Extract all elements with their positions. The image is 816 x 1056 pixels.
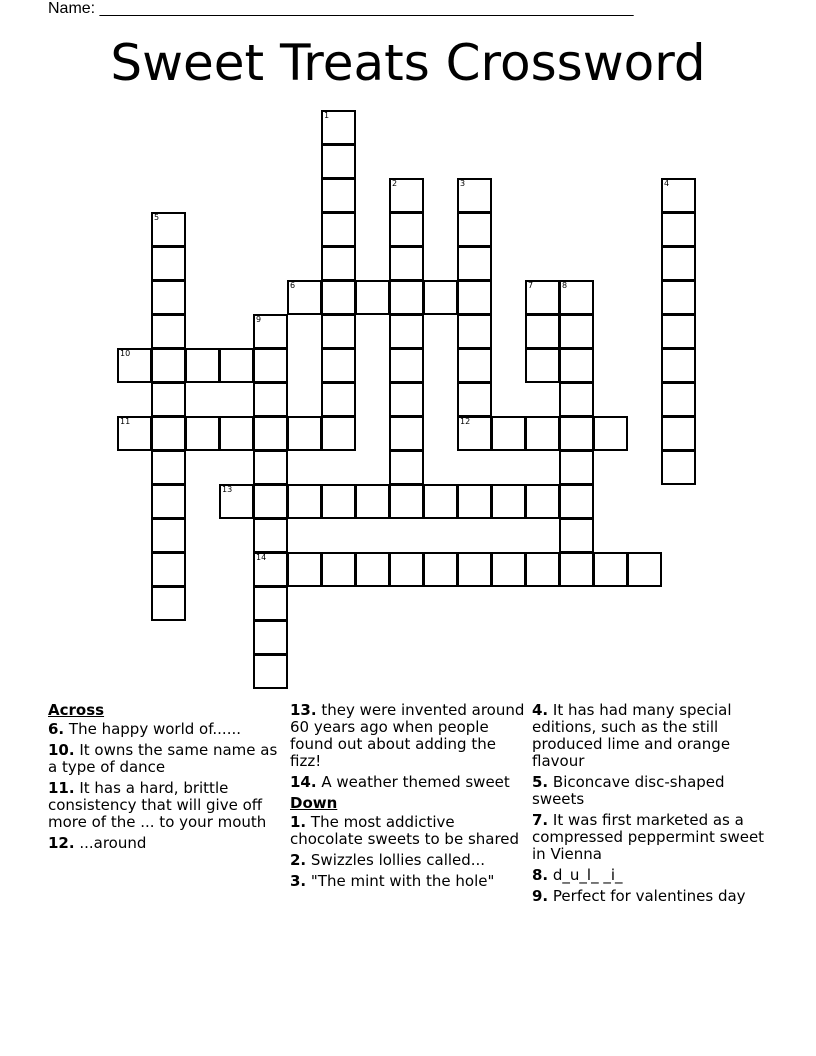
grid-cell[interactable]: [117, 348, 152, 383]
clue-item: [532, 888, 767, 905]
grid-cell[interactable]: [321, 246, 356, 281]
clue-number: 12: [460, 417, 471, 426]
clue-number: 3: [460, 179, 466, 188]
grid-cell[interactable]: [321, 178, 356, 213]
clues-heading: Down: [290, 794, 338, 812]
grid-cell[interactable]: [389, 450, 424, 485]
grid-cell[interactable]: [151, 416, 186, 451]
clue-text: they were invented around 60 years ago when people found out about adding the fizz!: [290, 701, 525, 770]
clue-number: 8: [562, 281, 568, 290]
grid-cell[interactable]: [457, 552, 492, 587]
grid-cell[interactable]: [185, 348, 220, 383]
grid-cell[interactable]: [321, 110, 356, 145]
grid-cell[interactable]: [491, 552, 526, 587]
grid-cell[interactable]: [287, 552, 322, 587]
grid-cell[interactable]: [151, 382, 186, 417]
grid-cell[interactable]: [321, 280, 356, 315]
grid-cell[interactable]: [661, 416, 696, 451]
clue-number-label: 2.: [290, 851, 307, 869]
clue-number: 4: [664, 179, 670, 188]
grid-cell[interactable]: [287, 416, 322, 451]
grid-cell[interactable]: [389, 314, 424, 349]
clue-text: It was first marketed as a compressed peppermint sweet in Vienna: [532, 811, 765, 863]
grid-cell[interactable]: [559, 484, 594, 519]
grid-cell[interactable]: [661, 246, 696, 281]
grid-cell[interactable]: [389, 382, 424, 417]
clue-item: [532, 774, 767, 808]
grid-cell[interactable]: [559, 450, 594, 485]
grid-cell[interactable]: [321, 484, 356, 519]
grid-cell[interactable]: [457, 484, 492, 519]
grid-cell[interactable]: [253, 518, 288, 553]
clue-number: 7: [528, 281, 534, 290]
grid-cell[interactable]: [151, 212, 186, 247]
clue-text: Biconcave disc-shaped sweets: [532, 773, 725, 808]
grid-cell[interactable]: [287, 280, 322, 315]
clues-heading: Across: [48, 701, 105, 719]
clue-item: [48, 835, 283, 852]
clue-text: A weather themed sweet: [316, 773, 510, 791]
clue-text: "The mint with the hole": [306, 872, 495, 890]
grid-cell[interactable]: [661, 314, 696, 349]
grid-cell[interactable]: [321, 382, 356, 417]
grid-cell[interactable]: [253, 382, 288, 417]
clue-number-label: 7.: [532, 811, 549, 829]
grid-cell[interactable]: [661, 212, 696, 247]
clue-number-label: 5.: [532, 773, 549, 791]
grid-cell[interactable]: [355, 552, 390, 587]
clue-number: 6: [290, 281, 296, 290]
name-field[interactable]: Name: ____________________________________________________________: [48, 0, 634, 17]
grid-cell[interactable]: [525, 484, 560, 519]
grid-cell[interactable]: [389, 280, 424, 315]
clue-text: It has a hard, brittle consistency that will give off more of the ... to your mouth: [48, 779, 267, 831]
grid-cell[interactable]: [661, 382, 696, 417]
grid-cell[interactable]: [389, 416, 424, 451]
grid-cell[interactable]: [355, 484, 390, 519]
clue-number-label: 8.: [532, 866, 549, 884]
grid-cell[interactable]: [185, 416, 220, 451]
clue-item: [532, 812, 767, 863]
clue-item: [290, 814, 525, 848]
grid-cell[interactable]: [151, 586, 186, 621]
clue-number: 2: [392, 179, 398, 188]
grid-cell[interactable]: [389, 348, 424, 383]
grid-cell[interactable]: [559, 382, 594, 417]
grid-cell[interactable]: [593, 416, 628, 451]
clue-number-label: 1.: [290, 813, 307, 831]
grid-cell[interactable]: [661, 450, 696, 485]
grid-cell[interactable]: [661, 348, 696, 383]
grid-cell[interactable]: [525, 314, 560, 349]
grid-cell[interactable]: [559, 280, 594, 315]
grid-cell[interactable]: [321, 314, 356, 349]
clue-item: [48, 721, 283, 738]
grid-cell[interactable]: [661, 178, 696, 213]
grid-cell[interactable]: [559, 552, 594, 587]
grid-cell[interactable]: [321, 552, 356, 587]
clue-number-label: 13.: [290, 701, 317, 719]
grid-cell[interactable]: [151, 484, 186, 519]
grid-cell[interactable]: [219, 484, 254, 519]
grid-cell[interactable]: [627, 552, 662, 587]
grid-cell[interactable]: [151, 450, 186, 485]
grid-cell[interactable]: [253, 314, 288, 349]
clue-item: [290, 873, 525, 890]
grid-cell[interactable]: [253, 654, 288, 689]
grid-cell[interactable]: [389, 246, 424, 281]
grid-cell[interactable]: [151, 348, 186, 383]
clue-number-label: 9.: [532, 887, 549, 905]
grid-cell[interactable]: [491, 416, 526, 451]
grid-cell[interactable]: [151, 314, 186, 349]
grid-cell[interactable]: [457, 382, 492, 417]
grid-cell[interactable]: [457, 348, 492, 383]
grid-cell[interactable]: [423, 484, 458, 519]
clue-number: 9: [256, 315, 262, 324]
clue-number: 10: [120, 349, 131, 358]
grid-cell[interactable]: [457, 314, 492, 349]
grid-cell[interactable]: [389, 484, 424, 519]
clue-item: [532, 702, 767, 770]
grid-cell[interactable]: [219, 348, 254, 383]
clue-number-label: 3.: [290, 872, 307, 890]
grid-cell[interactable]: [253, 620, 288, 655]
clue-number-label: 14.: [290, 773, 317, 791]
clue-item: [48, 742, 283, 776]
grid-cell[interactable]: [457, 280, 492, 315]
grid-cell[interactable]: [525, 280, 560, 315]
grid-cell[interactable]: [219, 416, 254, 451]
grid-cell[interactable]: [151, 246, 186, 281]
grid-cell[interactable]: [287, 484, 322, 519]
grid-cell[interactable]: [559, 416, 594, 451]
clue-number: 11: [120, 417, 131, 426]
clue-number: 5: [154, 213, 160, 222]
clue-item: [290, 702, 525, 770]
grid-cell[interactable]: [151, 518, 186, 553]
clue-number: 14: [256, 553, 267, 562]
grid-cell[interactable]: [253, 484, 288, 519]
grid-cell[interactable]: [559, 348, 594, 383]
grid-cell[interactable]: [117, 416, 152, 451]
clue-text: It owns the same name as a type of dance: [48, 741, 278, 776]
grid-cell[interactable]: [151, 552, 186, 587]
grid-cell[interactable]: [389, 552, 424, 587]
clue-number-label: 4.: [532, 701, 549, 719]
grid-cell[interactable]: [457, 246, 492, 281]
grid-cell[interactable]: [457, 178, 492, 213]
grid-cell[interactable]: [491, 484, 526, 519]
grid-cell[interactable]: [423, 552, 458, 587]
clue-item: [290, 774, 525, 791]
grid-cell[interactable]: [559, 518, 594, 553]
grid-cell[interactable]: [253, 348, 288, 383]
grid-cell[interactable]: [457, 416, 492, 451]
clue-number-label: 12.: [48, 834, 75, 852]
clue-number-label: 10.: [48, 741, 75, 759]
grid-cell[interactable]: [321, 144, 356, 179]
grid-cell[interactable]: [423, 280, 458, 315]
grid-cell[interactable]: [321, 416, 356, 451]
clue-text: d_u_l_ _i_: [548, 866, 623, 884]
clue-number-label: 6.: [48, 720, 65, 738]
grid-cell[interactable]: [253, 450, 288, 485]
grid-cell[interactable]: [151, 280, 186, 315]
clue-item: [290, 852, 525, 869]
page-title: Sweet Treats Crossword: [110, 34, 706, 92]
clue-text: The happy world of......: [64, 720, 242, 738]
grid-cell[interactable]: [525, 416, 560, 451]
clues-column-3: [532, 702, 767, 909]
grid-cell[interactable]: [321, 212, 356, 247]
grid-cell[interactable]: [321, 348, 356, 383]
clue-number-label: 11.: [48, 779, 75, 797]
clue-item: [48, 780, 283, 831]
clue-text: The most addictive chocolate sweets to be shared: [290, 813, 520, 848]
clue-number: 13: [222, 485, 233, 494]
clue-text: It has had many special editions, such as the still produced lime and orange flavour: [532, 701, 732, 770]
grid-cell[interactable]: [253, 552, 288, 587]
grid-cell[interactable]: [457, 212, 492, 247]
grid-cell[interactable]: [253, 586, 288, 621]
grid-cell[interactable]: [661, 280, 696, 315]
grid-cell[interactable]: [525, 552, 560, 587]
grid-cell[interactable]: [389, 212, 424, 247]
grid-cell[interactable]: [525, 348, 560, 383]
grid-cell[interactable]: [593, 552, 628, 587]
grid-cell[interactable]: [253, 416, 288, 451]
clues-column-1: [48, 702, 283, 856]
clue-item: [532, 867, 767, 884]
grid-cell[interactable]: [559, 314, 594, 349]
clues-column-2: [290, 702, 525, 894]
grid-cell[interactable]: [389, 178, 424, 213]
clue-text: Perfect for valentines day: [548, 887, 746, 905]
clue-number: 1: [324, 111, 330, 120]
clue-text: ...around: [74, 834, 147, 852]
clue-text: Swizzles lollies called...: [306, 851, 486, 869]
grid-cell[interactable]: [355, 280, 390, 315]
